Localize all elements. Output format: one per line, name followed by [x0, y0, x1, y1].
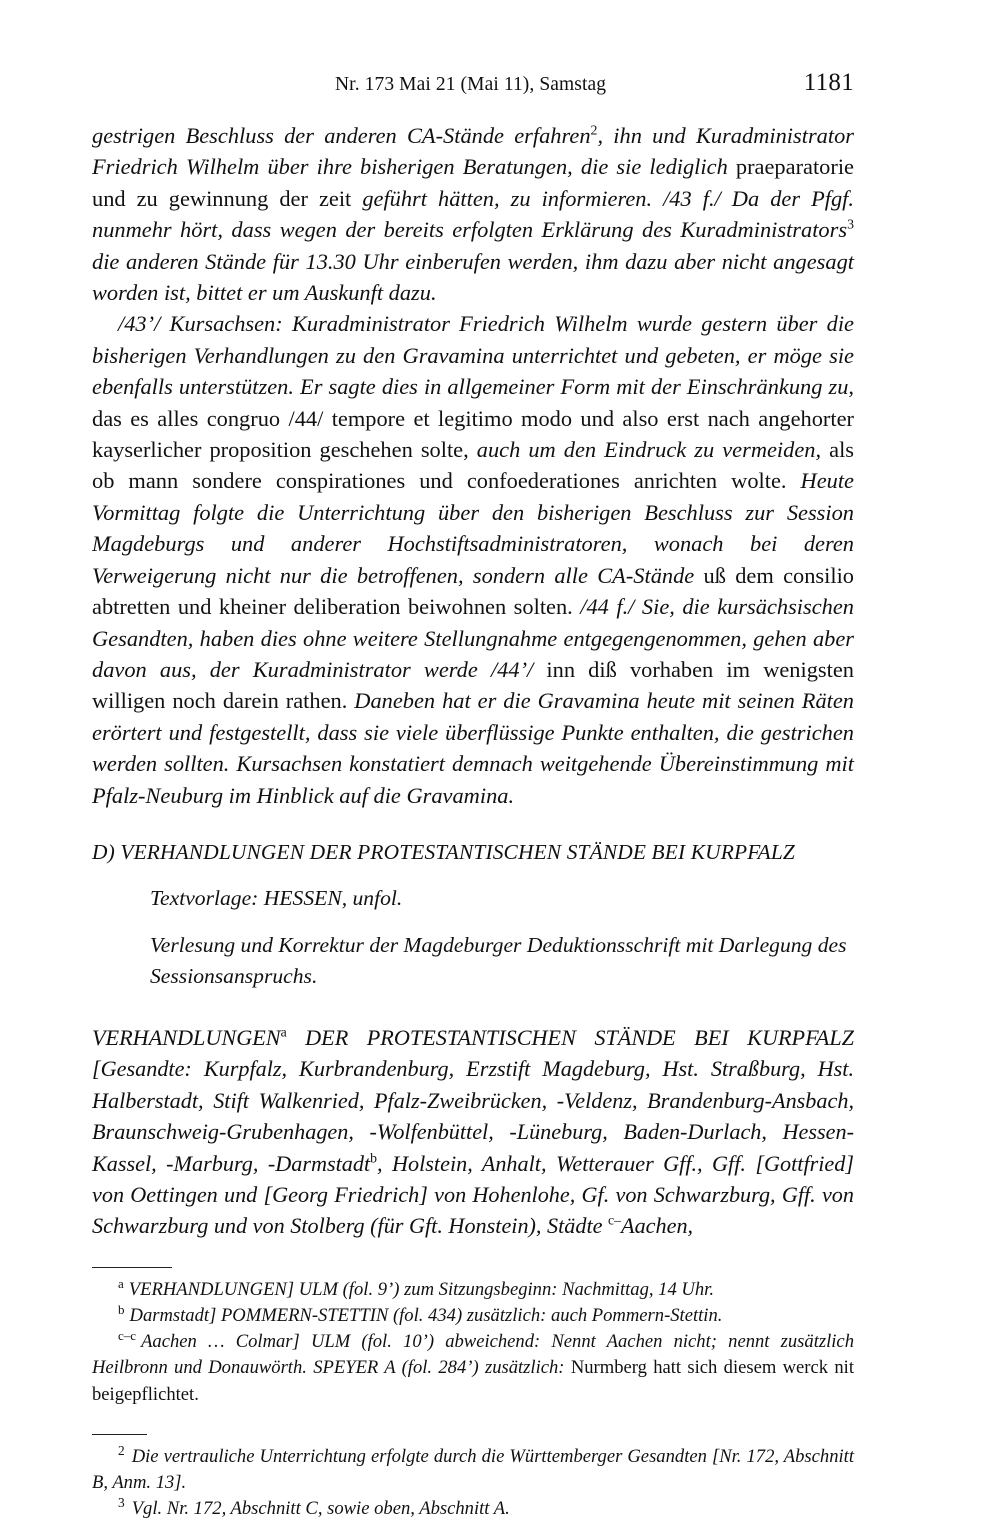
footnote-marker-b: b — [370, 1150, 378, 1166]
text-run-roman: inn diß vorhaben im wenigsten willigen noch darein rathen. — [92, 656, 854, 714]
verhandlungen-title-line — [92, 1022, 854, 1053]
footnote-marker-c: c– — [608, 1212, 622, 1228]
footnote-mark: b — [118, 1301, 125, 1317]
source-note: Textvorlage: HESSEN, unfol. — [150, 885, 403, 910]
footnote-run-italic: VERHANDLUNGEN] ULM (fol. 9’) zum Sitzungsbeginn: Nachmittag, 14 Uhr. — [128, 1278, 714, 1300]
section-subblock — [150, 883, 850, 992]
footnote-entry — [92, 1303, 854, 1329]
footnote-run-italic: Vgl. Nr. 172, Abschnitt C, sowie oben, Abschnitt A. — [131, 1498, 510, 1520]
text-run-italic: die anderen Stände für 13.30 Uhr einberufen werden, ihm dazu aber nicht angesagt worden ist, bittet er um Auskunft dazu. — [92, 248, 854, 306]
footnote-mark: a — [118, 1275, 124, 1291]
verhandlungen-gesandte-2: , Holstein, Anhalt, Wetterauer Gff., Gff. [Gottfried] von Oettingen und [Georg Friedrich] von Hohenlohe, Gf. von Schwarzburg, Gff. von Schwarzburg und von Stolberg (für Gft. Honstein), Städte — [92, 1150, 854, 1239]
footnotes-numbers — [92, 1444, 854, 1522]
page-number: 1181 — [803, 69, 854, 96]
verhandlungen-title-pre: VERHANDLUNGEN — [92, 1024, 281, 1050]
footnote-mark: 3 — [118, 1495, 125, 1511]
verhandlungen-title-post: DER PROTESTANTISCHEN STÄNDE BEI KURPFALZ — [286, 1024, 854, 1050]
text-run-roman: das es alles congruo /44/ tempore et legitimo modo und also erst nach angehorter kayserlicher proposition geschehen solte, — [92, 405, 854, 463]
footnote-reference[interactable]: 3 — [847, 217, 854, 233]
footnote-run-italic: Aachen … Colmar] ULM (fol. 10’) abweichend: Nennt Aachen nicht; nennt zusätzlich Heilbronn und Donauwörth. SPEYER A (fol. 284’) zusätzlich: — [92, 1331, 854, 1379]
footnote-run-italic: Darmstadt] POMMERN-STETTIN (fol. 434) zusätzlich: auch Pommern-Stettin. — [129, 1304, 723, 1326]
text-run-roman: praeparatorie und zu gewinnung der zeit — [92, 154, 854, 211]
text-run-italic: /43’/ Kursachsen: Kuradministrator Friedrich Wilhelm wurde gestern über die bisherigen Verhandlungen zu den Gravamina unterrichtet und gebeten, er möge sie ebenfalls unterstützen. Er sagte dies in allgemeiner Form mit der Einschränkung zu, — [92, 311, 854, 400]
footnote-mark: 2 — [118, 1442, 125, 1458]
footnote-run-roman: Nurmberg hatt sich diesem werck nit beigepflichtet. — [92, 1357, 854, 1405]
footnote-entry — [92, 1329, 854, 1408]
running-head-title: Nr. 173 Mai 21 (Mai 11), Samstag — [335, 74, 607, 95]
section-summary: Verlesung und Korrektur der Magdeburger Deduktionsschrift mit Darlegung des Sessionsanspruchs. — [150, 932, 847, 988]
section-heading: D) VERHANDLUNGEN DER PROTESTANTISCHEN STÄNDE BEI KURPFALZ — [92, 839, 795, 864]
footnote-run-italic: Die vertrauliche Unterrichtung erfolgte durch die Württemberger Gesandten [Nr. 172, Abschnitt B, Anm. 13]. — [92, 1445, 854, 1493]
verhandlungen-gesandte-1: [Gesandte: Kurpfalz, Kurbrandenburg, Erzstift Magdeburg, Hst. Straßburg, Hst. Halberstadt, Stift Walkenried, Pfalz-Zweibrücken, -Veldenz, Brandenburg-Ansbach, Braunschweig-Grubenhagen, -Wolfenbüttel, -Lüneburg, Baden-Durlach, Hessen-Kassel, -Marburg, -Darmstadt — [92, 1056, 854, 1176]
running-head — [92, 69, 854, 120]
footnote-entry — [92, 1444, 854, 1496]
footnotes-letters — [92, 1277, 854, 1408]
footnote-entry — [92, 1496, 854, 1522]
text-run-italic: Heute Vormittag folgte die Unterrichtung über den bisherigen Beschluss zur Session Magdeburgs und anderer Hochstiftsadministratoren, wonach bei deren Verweigerung nicht nur die betroffenen, sondern alle CA-Stände — [92, 468, 854, 588]
footnote-entry — [92, 1277, 854, 1303]
body-paragraph-1 — [92, 120, 854, 308]
text-run-roman: uß dem consilio abtretten und kheiner deliberation beiwohnen solten. — [92, 562, 854, 620]
text-run-italic: /44 f./ Sie, die kursächsischen Gesandten, haben dies ohne weitere Stellungnahme entgegengenommen, gehen aber davon aus, der Kuradministrator werde /44’/ — [92, 594, 854, 682]
text-run-italic: auch um den Eindruck zu vermeiden, — [476, 437, 830, 463]
verhandlungen-block — [92, 1022, 854, 1242]
footnote-rule-letters — [92, 1267, 172, 1268]
text-run-italic: gestrigen Beschluss der anderen CA-Stände erfahren — [92, 123, 591, 148]
body-paragraph-2 — [92, 308, 854, 811]
text-run-roman: als ob mann sondere conspirationes und confoederationes anrichten wolte. — [92, 437, 854, 494]
verhandlungen-gesandte-3: Aachen, — [621, 1213, 694, 1239]
text-run-italic: geführt hätten, zu informieren. /43 f./ Da der Pfgf. nunmehr hört, dass wegen der bereits erfolgten Erklärung des Kuradministrators — [92, 185, 854, 243]
footnote-rule-numbers — [92, 1434, 147, 1435]
page-content — [92, 0, 854, 1522]
footnote-marker-a: a — [280, 1024, 287, 1040]
footnote-reference[interactable]: 2 — [590, 123, 598, 139]
text-run-italic: , ihn und Kuradministrator Friedrich Wilhelm über ihre bisherigen Beratungen, die sie lediglich — [92, 123, 854, 180]
footnote-mark: c–c — [118, 1328, 137, 1343]
text-run-italic: Daneben hat er die Gravamina heute mit seinen Räten erörtert und festgestellt, dass sie viele überflüssige Punkte enthalten, die gestrichen werden sollten. Kursachsen konstatiert demnach weitgehende Übereinstimmung mit Pfalz-Neuburg im Hinblick auf die Gravamina. — [92, 688, 854, 808]
